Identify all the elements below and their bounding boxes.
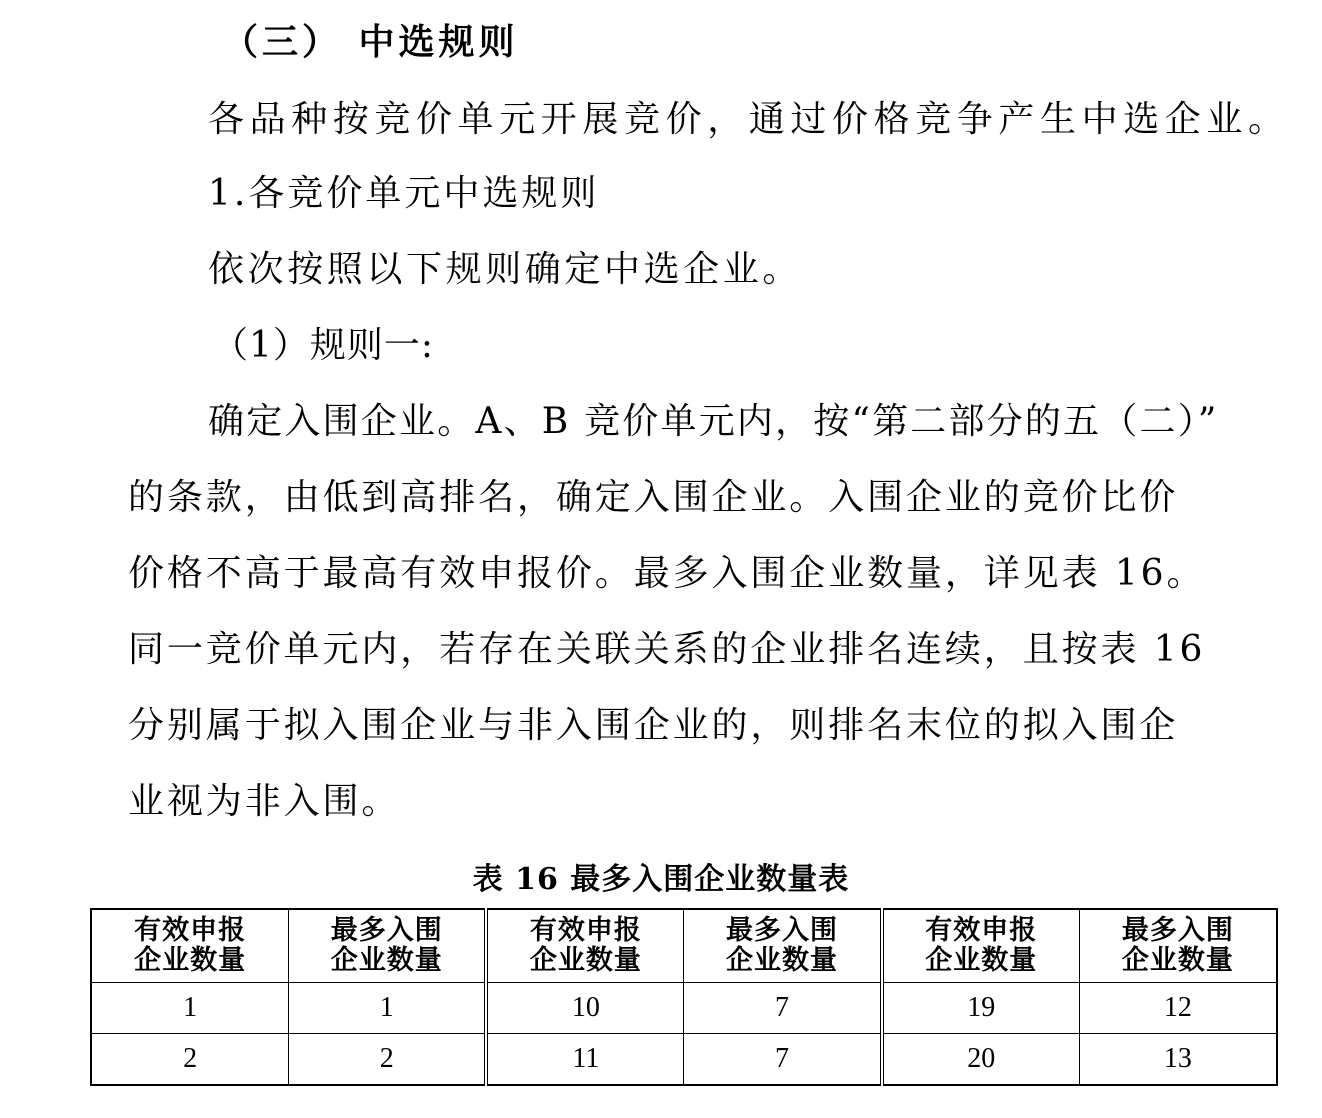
table-header-row (91, 909, 1277, 983)
header-line: 企业数量 (330, 945, 443, 976)
column-header (91, 909, 289, 983)
table-cell: 12 (1079, 983, 1277, 1034)
paragraph-line: 同一竞价单元内，若存在关联关系的企业排名连续，且按表 16 (128, 629, 1206, 670)
header-line: 有效申报 (925, 915, 1038, 946)
table-cell: 1 (91, 983, 289, 1034)
table-cell: 20 (882, 1034, 1080, 1086)
table-caption: 表 16 最多入围企业数量表 (472, 862, 850, 897)
table-row (91, 1034, 1277, 1086)
table-cell: 2 (91, 1034, 289, 1086)
header-line: 最多入围 (330, 915, 443, 946)
header-line: 企业数量 (1121, 945, 1234, 976)
paragraph-line: 业视为非入围。 (128, 781, 401, 822)
table-cell: 7 (684, 1034, 882, 1086)
column-header (289, 909, 487, 983)
header-line: 企业数量 (529, 945, 642, 976)
header-line: 企业数量 (925, 945, 1038, 976)
header-line: 有效申报 (134, 915, 247, 946)
header-line: 企业数量 (134, 945, 247, 976)
header-line: 最多入围 (726, 915, 839, 946)
table-cell: 11 (486, 1034, 684, 1086)
column-header (882, 909, 1080, 983)
table-cell: 7 (684, 983, 882, 1034)
table-cell: 13 (1079, 1034, 1277, 1086)
column-header (1079, 909, 1277, 983)
table-cell: 10 (486, 983, 684, 1034)
paragraph-rule-order: 依次按照以下规则确定中选企业。 (208, 249, 803, 290)
paragraph-line: 价格不高于最高有效申报价。最多入围企业数量，详见表 16。 (128, 553, 1206, 594)
header-line: 最多入围 (1121, 915, 1234, 946)
header-line: 有效申报 (529, 915, 642, 946)
section-heading: （三） 中选规则 (222, 21, 519, 63)
paragraph-line: 的条款，由低到高排名，确定入围企业。入围企业的竞价比价 (128, 477, 1179, 518)
quota-table (90, 908, 1278, 1086)
table-cell: 2 (289, 1034, 487, 1086)
subheading-rule-one: （1）规则一: (212, 325, 435, 366)
table-cell: 1 (289, 983, 487, 1034)
column-header (684, 909, 882, 983)
table-cell: 19 (882, 983, 1080, 1034)
subheading-unit-rules: 1.各竞价单元中选规则 (208, 173, 600, 214)
paragraph-intro: 各品种按竞价单元开展竞价，通过价格竞争产生中选企业。 (208, 99, 1290, 140)
table-row (91, 983, 1277, 1034)
column-header (486, 909, 684, 983)
header-line: 企业数量 (726, 945, 839, 976)
paragraph-line: 确定入围企业。A、B 竞价单元内，按“第二部分的五（二）” (208, 401, 1219, 442)
paragraph-line: 分别属于拟入围企业与非入围企业的，则排名末位的拟入围企 (128, 705, 1179, 746)
